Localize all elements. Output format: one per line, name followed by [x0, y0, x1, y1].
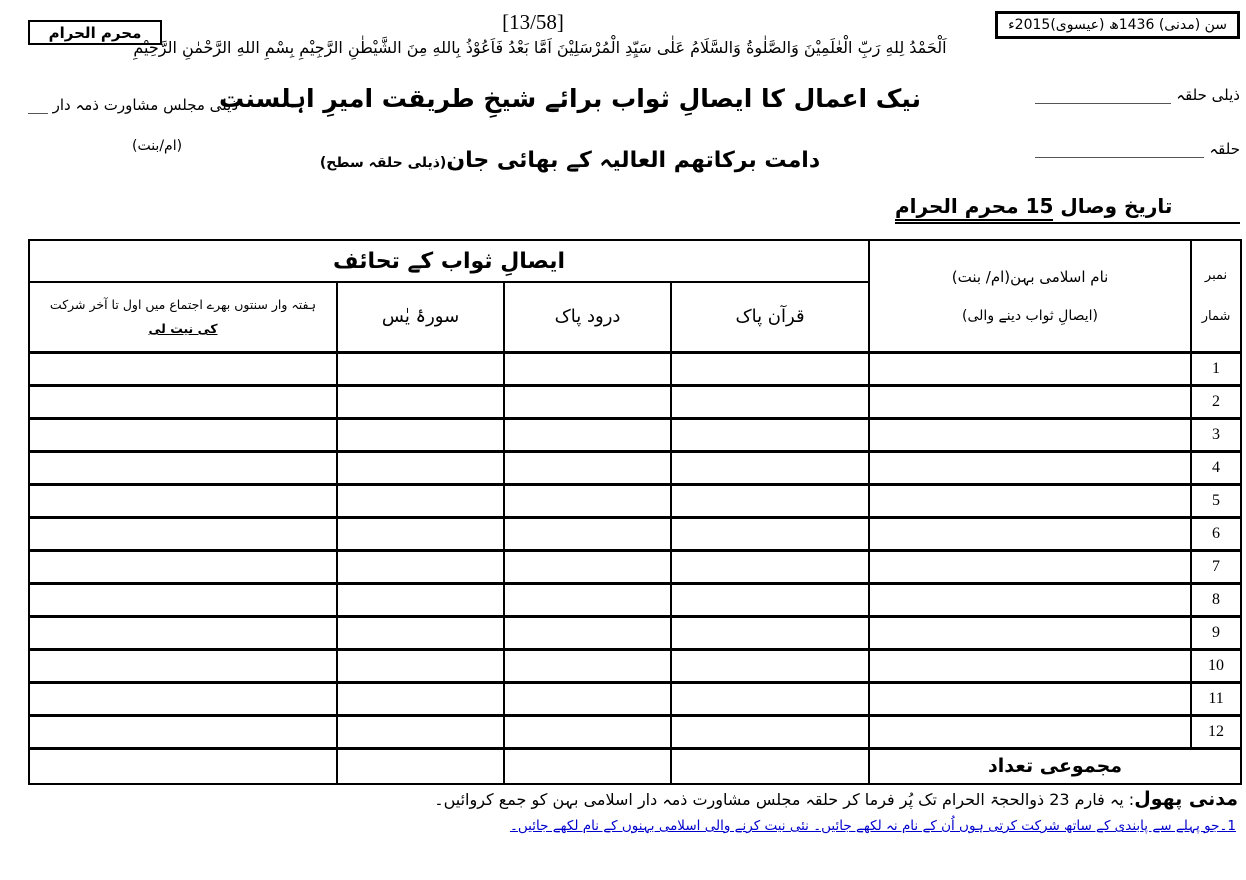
serial-cell: 9 [1191, 616, 1241, 649]
serial-cell: 12 [1191, 715, 1241, 748]
yaseen-cell [337, 385, 504, 418]
serial-cell: 5 [1191, 484, 1241, 517]
wisal-date-line [895, 194, 1240, 224]
ijtima-cell [29, 550, 337, 583]
name-cell [869, 418, 1191, 451]
durood-cell [504, 385, 671, 418]
ijtima-cell [29, 517, 337, 550]
quran-cell [671, 550, 869, 583]
durood-cell [504, 715, 671, 748]
table-row [29, 583, 1241, 616]
ijtima-cell [29, 385, 337, 418]
wisal-date-label: تاریخ وصال [1060, 194, 1173, 218]
name-cell [869, 616, 1191, 649]
total-ijtima-cell [29, 748, 337, 784]
yaseen-cell [337, 715, 504, 748]
ijtima-cell [29, 352, 337, 385]
durood-cell [504, 517, 671, 550]
yaseen-cell [337, 451, 504, 484]
quran-cell [671, 616, 869, 649]
quran-cell [671, 451, 869, 484]
column-header-surah-yaseen: سورۂ یٰس [337, 282, 504, 352]
table-row [29, 649, 1241, 682]
yaseen-cell [337, 484, 504, 517]
zaili-majlis-blank-line [28, 98, 48, 115]
ijtima-cell [29, 484, 337, 517]
yaseen-cell [337, 517, 504, 550]
durood-cell [504, 649, 671, 682]
quran-cell [671, 484, 869, 517]
field-zaili-majlis [28, 96, 238, 114]
column-header-quran: قرآن پاک [671, 282, 869, 352]
serial-header-line2: شمار [1201, 308, 1231, 324]
table-row [29, 352, 1241, 385]
name-cell [869, 385, 1191, 418]
ijtima-cell [29, 682, 337, 715]
serial-cell: 10 [1191, 649, 1241, 682]
table-row [29, 484, 1241, 517]
table-row [29, 616, 1241, 649]
total-quran-cell [671, 748, 869, 784]
form-number: [13/58] [502, 10, 564, 34]
quran-cell [671, 352, 869, 385]
wisal-date-value: 15 محرم الحرام [895, 194, 1053, 221]
ijtima-cell [29, 451, 337, 484]
yaseen-cell [337, 616, 504, 649]
name-cell [869, 517, 1191, 550]
table-header-row-1 [29, 240, 1241, 282]
name-header-line1: نام اسلامی بہن(ام/ بنت) [951, 267, 1109, 286]
durood-cell [504, 451, 671, 484]
name-cell [869, 583, 1191, 616]
durood-cell [504, 418, 671, 451]
instruction-note: 1۔جو پہلے سے پابندی کے ساتھ شرکت کرتی ہوں اُن کے نام نہ لکھے جائیں۔ نئی نیت کرنے والی اسلامی بہنوں کے نام لکھے جائیں۔ [509, 818, 1236, 834]
serial-cell: 1 [1191, 352, 1241, 385]
table-row [29, 385, 1241, 418]
page-title-line2-text: دامت برکاتھم العالیہ کے بھائی جان [446, 148, 821, 173]
arabic-hamd-line: اَلْحَمْدُ لِلهِ رَبِّ الْعٰلَمِيْنَ وَالصَّلٰوةُ وَالسَّلَامُ عَلٰى سَيِّدِ الْمُرْسَلِيْنَ اَمَّا بَعْدُ فَاَعُوْذُ بِاللهِ مِنَ الشَّيْطٰنِ الرَّجِيْمِ بِسْمِ اللهِ الرَّحْمٰنِ الرَّحِيْمِ [133, 38, 947, 57]
zaili-halqa-blank-line [1035, 88, 1171, 105]
field-zaili-halqa [1035, 86, 1240, 104]
page-title-line1: نیک اعمال کا ایصالِ ثواب برائے شیخِ طریقت امیرِ اہلسنت [219, 84, 921, 113]
quran-cell [671, 418, 869, 451]
name-cell [869, 484, 1191, 517]
serial-cell: 4 [1191, 451, 1241, 484]
ijtima-header-line2: کی نیت لی [148, 320, 218, 336]
ijtima-cell [29, 715, 337, 748]
column-header-name [869, 240, 1191, 352]
madani-phool-text: : یہ فارم 23 ذوالحجۃ الحرام تک پُر فرما کر حلقہ مجلس مشاورت ذمہ دار اسلامی بہن کو جمع کروائیں۔ [434, 790, 1135, 809]
table-row [29, 715, 1241, 748]
durood-cell [504, 550, 671, 583]
month-box-label: محرم الحرام [48, 23, 142, 42]
name-cell [869, 451, 1191, 484]
ijtima-header-line1: ہفتہ وار سنتوں بھرے اجتماع میں اول تا آخر شرکت [49, 297, 317, 312]
ijtima-cell [29, 616, 337, 649]
quran-cell [671, 517, 869, 550]
serial-cell: 2 [1191, 385, 1241, 418]
field-halqa [1035, 140, 1240, 158]
yaseen-cell [337, 550, 504, 583]
yaseen-cell [337, 649, 504, 682]
page-title-line2 [70, 148, 1070, 173]
yaseen-cell [337, 352, 504, 385]
table-row [29, 517, 1241, 550]
quran-cell [671, 583, 869, 616]
total-durood-cell [504, 748, 671, 784]
madani-phool-note [434, 788, 1238, 810]
total-yaseen-cell [337, 748, 504, 784]
table-row [29, 550, 1241, 583]
gifts-group-header: ایصالِ ثواب کے تحائف [29, 240, 869, 282]
name-cell [869, 715, 1191, 748]
durood-cell [504, 616, 671, 649]
table-row [29, 682, 1241, 715]
yaseen-cell [337, 418, 504, 451]
yaseen-cell [337, 682, 504, 715]
name-header-line2: (ایصالِ ثواب دینے والی) [962, 307, 1099, 324]
serial-cell: 3 [1191, 418, 1241, 451]
column-header-durood: درود پاک [504, 282, 671, 352]
um-bint-label: (ام/بنت) [132, 138, 183, 154]
table-row [29, 451, 1241, 484]
name-cell [869, 352, 1191, 385]
zaili-majlis-label: ذیلی مجلس مشاورت ذمہ دار [52, 96, 238, 114]
quran-cell [671, 682, 869, 715]
name-cell [869, 649, 1191, 682]
quran-cell [671, 649, 869, 682]
total-label-cell: مجموعی تعداد [869, 748, 1241, 784]
ijtima-cell [29, 418, 337, 451]
durood-cell [504, 682, 671, 715]
serial-cell: 11 [1191, 682, 1241, 715]
durood-cell [504, 583, 671, 616]
esal-e-sawab-table [28, 239, 1242, 785]
madani-phool-label: مدنی پھول [1134, 788, 1238, 810]
zaili-halqa-label: ذیلی حلقہ [1176, 86, 1240, 104]
name-cell [869, 550, 1191, 583]
column-header-serial [1191, 240, 1241, 352]
yaseen-cell [337, 583, 504, 616]
serial-cell: 8 [1191, 583, 1241, 616]
table-row [29, 418, 1241, 451]
quran-cell [671, 385, 869, 418]
serial-cell: 6 [1191, 517, 1241, 550]
total-row [29, 748, 1241, 784]
halqa-label: حلقہ [1209, 140, 1240, 158]
name-cell [869, 682, 1191, 715]
page-title-line2-suffix: (ذیلی حلقہ سطح) [319, 155, 447, 171]
durood-cell [504, 352, 671, 385]
ijtima-cell [29, 583, 337, 616]
quran-cell [671, 715, 869, 748]
serial-cell: 7 [1191, 550, 1241, 583]
year-box: سن (مدنی) 1436ھ (عیسوی)2015ء [995, 11, 1240, 39]
ijtima-cell [29, 649, 337, 682]
halqa-blank-line [1035, 142, 1204, 159]
durood-cell [504, 484, 671, 517]
serial-header-line1: نمبر [1204, 267, 1228, 283]
column-header-ijtima [29, 282, 337, 352]
